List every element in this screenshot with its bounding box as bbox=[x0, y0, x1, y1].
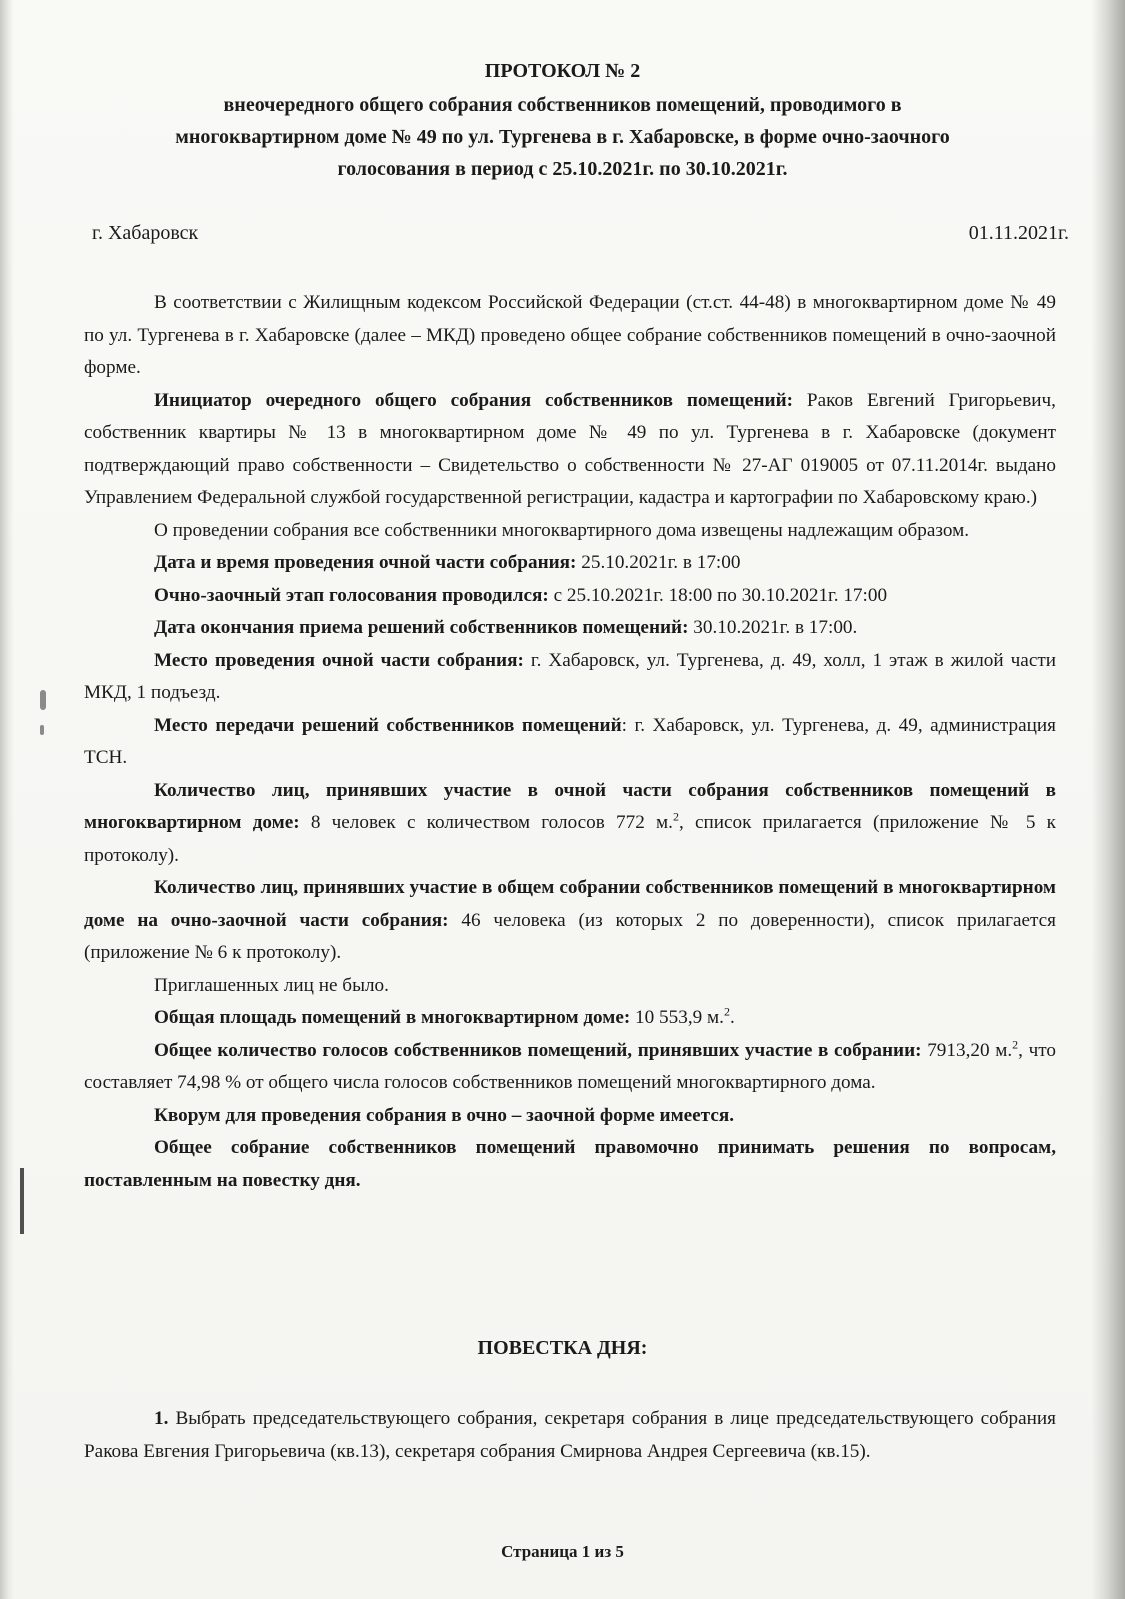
city: г. Хабаровск bbox=[92, 222, 199, 244]
paragraph-meeting-place: Место проведения очной части собрания: г. Хабаровск, ул. Тургенева, д. 49, холл, 1 этаж в жилой части МКД, 1 подъезд. bbox=[84, 649, 1056, 703]
page-number: Страница 1 из 5 bbox=[501, 1542, 624, 1561]
paragraph-competence: Общее собрание собственников помещений правомочно принимать решения по вопросам, поставленным на повестку дня. bbox=[84, 1137, 1056, 1191]
paragraph-total-area: Общая площадь помещений в многоквартирном доме: 10 553,9 м.$^2$. bbox=[154, 1004, 735, 1028]
document-body bbox=[84, 287, 1056, 1197]
paragraph-inperson-count: Количество лиц, принявших участие в очной части собрания собственников помещений в многоквартирном доме: 8 человек с количеством голосов 772 м.$^2$, список прилагается (приложение № 5 к протоколу). bbox=[84, 779, 1056, 866]
agenda-item: 1. Выбрать председательствующего собрания, секретаря собрания в лице председательствующего собрания Ракова Евгения Григорьевича (кв.13), секретаря собрания Смирнова Андрея Сергеевича (кв.15). bbox=[84, 1408, 1056, 1462]
document-date: 01.11.2021г. bbox=[968, 222, 1069, 244]
protocol-title: ПРОТОКОЛ № 2 bbox=[484, 60, 641, 82]
protocol-subtitle-line-2: многоквартирном доме № 49 по ул. Тургенева в г. Хабаровске, в форме очно-заочного bbox=[175, 126, 950, 148]
paragraph-meeting-time: Дата и время проведения очной части собрания: 25.10.2021г. в 17:00 bbox=[154, 552, 741, 573]
margin-mark bbox=[40, 725, 44, 735]
paragraph-voting-period: Очно-заочный этап голосования проводился: с 25.10.2021г. 18:00 по 30.10.2021г. 17:00 bbox=[154, 584, 888, 606]
paragraph-decisions-place: Место передачи решений собственников помещений: г. Хабаровск, ул. Тургенева, д. 49, администрация ТСН. bbox=[84, 714, 1056, 768]
margin-mark bbox=[40, 690, 46, 710]
paragraph-deadline: Дата окончания приема решений собственников помещений: 30.10.2021г. в 17:00. bbox=[154, 617, 858, 638]
protocol-subtitle-line-1: внеочередного общего собрания собственников помещений, проводимого в bbox=[223, 94, 902, 116]
paragraph-total-count: Количество лиц, принявших участие в общем собрании собственников помещений в многоквартирном доме на очно-заочной части собрания: 46 человека (из которых 2 по доверенности), список прилагается (приложение № 6 к протоколу). bbox=[84, 877, 1056, 963]
agenda-title: ПОВЕСТКА ДНЯ: bbox=[477, 1337, 648, 1359]
paragraph-intro: В соответствии с Жилищным кодексом Российской Федерации (ст.ст. 44-48) в многоквартирном доме № 49 по ул. Тургенева в г. Хабаровске (далее – МКД) проведено общее собрание собственников помещений в очно-заочной форме. bbox=[84, 292, 1056, 378]
agenda-list bbox=[84, 1402, 1056, 1468]
paragraph-notice: О проведении собрания все собственники многоквартирного дома извещены надлежащим образом. bbox=[154, 519, 970, 541]
protocol-subtitle-line-3: голосования в период с 25.10.2021г. по 30.10.2021г. bbox=[337, 158, 788, 180]
paragraph-initiator: Инициатор очередного общего собрания собственников помещений: Раков Евгений Григорьевич, собственник квартиры № 13 в многоквартирном доме № 49 по ул. Тургенева в г. Хабаровске (документ подтверждающий право собственности – Свидетельство о собственности № 27-АГ 019005 от 07.11.2014г. выдано Управлением Федеральной службой государственной регистрации, кадастра и картографии по Хабаровскому краю.) bbox=[84, 389, 1056, 508]
paragraph-quorum: Кворум для проведения собрания в очно – заочной форме имеется. bbox=[154, 1104, 735, 1126]
paragraph-invited: Приглашенных лиц не было. bbox=[154, 974, 389, 996]
margin-bar bbox=[20, 1168, 24, 1234]
paragraph-total-votes: Общее количество голосов собственников помещений, принявших участие в собрании: 7913,20 м.$^2$, что составляет 74,98 % от общего числа голосов собственников помещений многоквартирного дома. bbox=[84, 1037, 1056, 1093]
